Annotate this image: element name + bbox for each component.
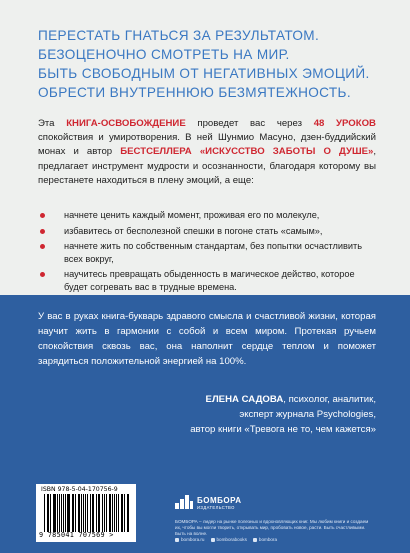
- barcode-bar: [68, 494, 69, 532]
- list-item-text: начнете жить по собственным стандартам, без попытки осчастливить всех вокруг,: [64, 241, 363, 264]
- intro-text: проведет вас через: [185, 118, 314, 129]
- barcode-digits: 9 785041 707569 >: [39, 531, 114, 539]
- lessons-highlight: 48 УРОКОВ: [313, 118, 376, 129]
- barcode-bars: [44, 494, 130, 532]
- barcode-bar: [73, 494, 74, 532]
- headline-line: БЫТЬ СВОБОДНЫМ ОТ НЕГАТИВНЫХ ЭМОЦИЙ.: [38, 66, 370, 81]
- barcode-bar: [99, 494, 100, 532]
- bestseller-highlight: БЕСТСЕЛЛЕРА «ИСКУССТВО ЗАБОТЫ О ДУШЕ»: [120, 146, 374, 158]
- bullet-dot-icon: [40, 229, 45, 234]
- barcode-bar: [128, 494, 129, 532]
- barcode: [36, 484, 136, 542]
- book-title-highlight: КНИГА-ОСВОБОЖДЕНИЕ: [66, 118, 186, 129]
- list-item-text: избавитесь от бесполезной спешки в погоне стать «самым»,: [64, 225, 323, 236]
- author-role: , психолог, аналитик,: [283, 394, 376, 405]
- intro-text: спокойствия и умиротворения. В ней Шунмио Масуно, дзен-буддийский монах и автор: [38, 132, 376, 158]
- bullet-dot-icon: [40, 244, 45, 249]
- list-item: [38, 209, 378, 222]
- author-name: ЕЛЕНА САДОВА: [205, 394, 284, 405]
- headline-line: БЕЗОЦЕНОЧНО СМОТРЕТЬ НА МИР.: [38, 47, 290, 62]
- list-item: [38, 268, 378, 293]
- list-item-text: научитесь превращать обыденность в магическое действо, которое будет согревать вас в трудные времена.: [64, 269, 355, 292]
- publisher-links: [175, 537, 375, 542]
- barcode-bar: [50, 494, 51, 532]
- barcode-bar: [116, 494, 117, 532]
- instagram-link[interactable]: [211, 537, 247, 542]
- review-quote: У вас в руках книга-букварь здравого смысла и счастливой жизни, которая научит жить в гармонии с собой и всем миром. Протекая ручьем спокойствия сквозь вас, она наполнит сердце теплом и поможет зарядиться положительной энергией на 100%.: [38, 311, 376, 367]
- headline-line: ОБРЕСТИ ВНУТРЕННЮЮ БЕЗМЯТЕЖНОСТЬ.: [38, 85, 351, 100]
- headline-line: ПЕРЕСТАТЬ ГНАТЬСЯ ЗА РЕЗУЛЬТАТОМ.: [38, 28, 320, 43]
- author-line: эксперт журнала Psychologies,: [239, 409, 376, 420]
- isbn-number: ISBN 978-5-04-170756-9: [41, 486, 118, 493]
- headline: [38, 26, 378, 102]
- instagram-icon: [211, 538, 215, 542]
- benefits-list: [38, 209, 378, 297]
- list-item: [38, 240, 378, 265]
- cover-bottom-section: [0, 295, 410, 553]
- barcode-bar: [63, 494, 64, 532]
- review-author: [190, 392, 376, 437]
- list-item: [38, 225, 378, 238]
- list-item-text: начнете ценить каждый момент, проживая его по молекуле,: [64, 210, 320, 220]
- link-text: bombora: [258, 537, 278, 542]
- author-line: автор книги «Тревога не то, чем кажется»: [190, 424, 376, 435]
- link-text: bomborabooks: [216, 537, 247, 542]
- publisher-subtitle: ИЗДАТЕЛЬСТВО: [197, 505, 235, 510]
- vk-icon: [253, 538, 257, 542]
- intro-paragraph: [38, 117, 376, 188]
- bullet-dot-icon: [40, 213, 45, 218]
- publisher-name: БОМБОРА: [197, 496, 242, 505]
- globe-icon: [175, 538, 179, 542]
- barcode-bar: [93, 494, 94, 532]
- intro-text: , предлагает инструмент мудрости и осознанности, благодаря которому вы перестанете находиться в плену эмоций, а еще:: [38, 146, 376, 186]
- link-text: bombora.ru: [181, 537, 205, 542]
- barcode-bar: [87, 494, 88, 532]
- barcode-bar: [54, 494, 55, 532]
- barcode-bar: [122, 494, 123, 532]
- bombora-logo-icon: [175, 495, 193, 509]
- bullet-dot-icon: [40, 272, 45, 277]
- barcode-bar: [114, 494, 115, 532]
- website-link[interactable]: [175, 537, 205, 542]
- barcode-bar: [44, 494, 45, 532]
- intro-text: Эта: [38, 118, 67, 129]
- publisher-imprint: БОМБОРА – лидер на рынке полезных и вдохновляющих книг. Мы любим книги и создаем их, чтобы вы могли творить, открывать мир, пробовать новое, расти. Быть счастливыми. Быть на волне.: [175, 519, 369, 536]
- barcode-bar: [106, 494, 107, 532]
- author-line: [190, 392, 376, 407]
- vk-link[interactable]: [253, 537, 277, 542]
- barcode-bar: [85, 494, 86, 532]
- barcode-bar: [61, 494, 62, 532]
- barcode-bar: [79, 494, 80, 532]
- barcode-bar: [104, 494, 105, 532]
